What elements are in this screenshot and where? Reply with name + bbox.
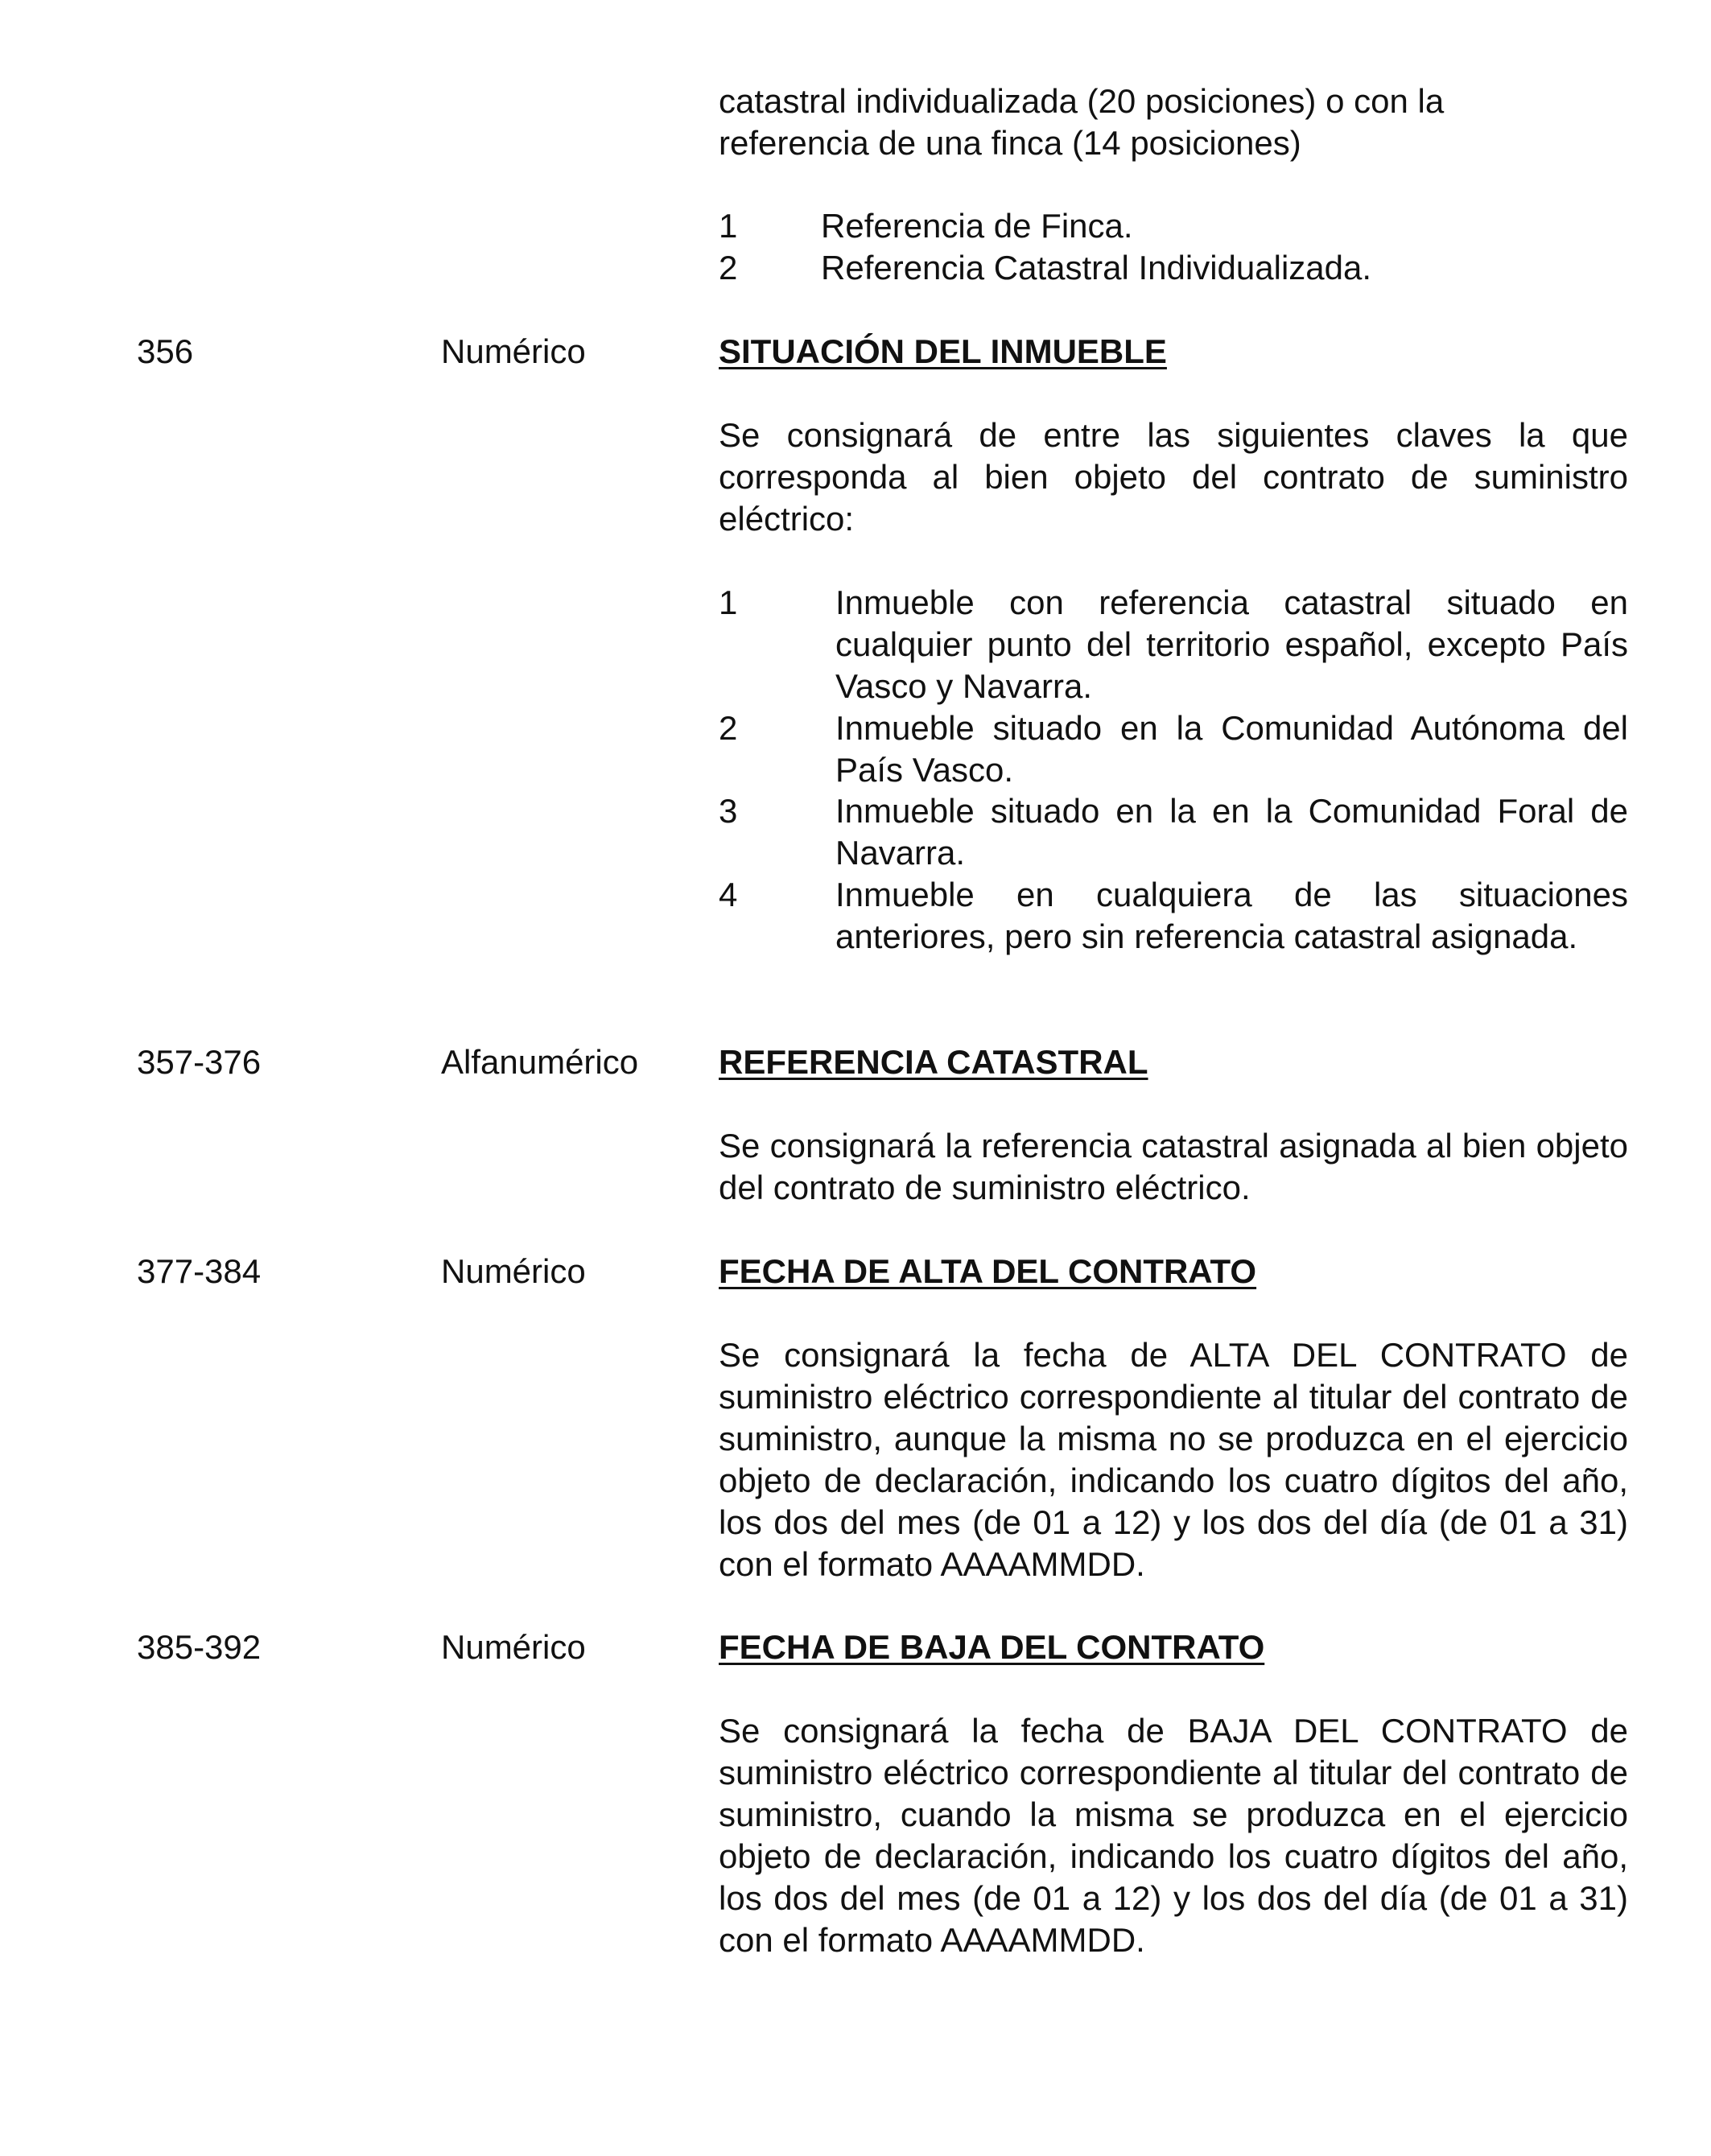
intro-line-2: referencia de una finca (14 posiciones) (719, 124, 1301, 162)
field-type: Numérico (441, 332, 586, 370)
field-description: Se consignará la fecha de ALTA DEL CONTRATO de suministro eléctrico correspondiente al titular del contrato de suministro, aunque la misma no se produzca en el ejercicio objeto de declaración, indicando los cuatro dígitos del año, los dos del mes (de 01 a 12) y los dos del día (de 01 a 31) con el formato AAAAMMDD. (719, 1336, 1628, 1583)
list-item-number: 4 (719, 876, 738, 913)
field-type: Numérico (441, 1628, 586, 1666)
field-type: Alfanumérico (441, 1043, 639, 1081)
field-position: 377-384 (137, 1252, 262, 1290)
intro-item-number: 1 (719, 207, 738, 245)
list-item-number: 1 (719, 583, 738, 621)
list-item-text: Inmueble en cualquiera de las situaciones anteriores, pero sin referencia catastral asignada. (835, 876, 1628, 955)
field-title: REFERENCIA CATASTRAL (719, 1043, 1148, 1081)
intro-line-1: catastral individualizada (20 posiciones) o con la (719, 82, 1445, 120)
list-item-text: Inmueble situado en la en la Comunidad Foral de Navarra. (835, 792, 1628, 872)
field-position: 356 (137, 332, 194, 370)
field-title: SITUACIÓN DEL INMUEBLE (719, 332, 1167, 370)
field-description: Se consignará de entre las siguientes claves la que corresponda al bien objeto del contrato de suministro eléctrico: (719, 416, 1628, 538)
field-title: FECHA DE BAJA DEL CONTRATO (719, 1628, 1265, 1666)
intro-item-number: 2 (719, 249, 738, 287)
field-description: Se consignará la fecha de BAJA DEL CONTRATO de suministro eléctrico correspondiente al titular del contrato de suministro, cuando la misma se produzca en el ejercicio objeto de declaración, indicando los cuatro dígitos del año, los dos del mes (de 01 a 12) y los dos del día (de 01 a 31) con el formato AAAAMMDD. (719, 1712, 1628, 1959)
field-type: Numérico (441, 1252, 586, 1290)
list-item-text: Inmueble situado en la Comunidad Autónoma del País Vasco. (835, 709, 1628, 789)
list-item-number: 3 (719, 792, 738, 830)
intro-item-text: Referencia de Finca. (821, 207, 1133, 245)
list-item-number: 2 (719, 709, 738, 747)
field-title: FECHA DE ALTA DEL CONTRATO (719, 1252, 1257, 1290)
intro-item-text: Referencia Catastral Individualizada. (821, 249, 1372, 287)
list-item-text: Inmueble con referencia catastral situado en cualquier punto del territorio español, excepto País Vasco y Navarra. (835, 583, 1628, 705)
field-position: 385-392 (137, 1628, 262, 1666)
field-description: Se consignará la referencia catastral asignada al bien objeto del contrato de suministro eléctrico. (719, 1127, 1628, 1206)
field-position: 357-376 (137, 1043, 262, 1081)
